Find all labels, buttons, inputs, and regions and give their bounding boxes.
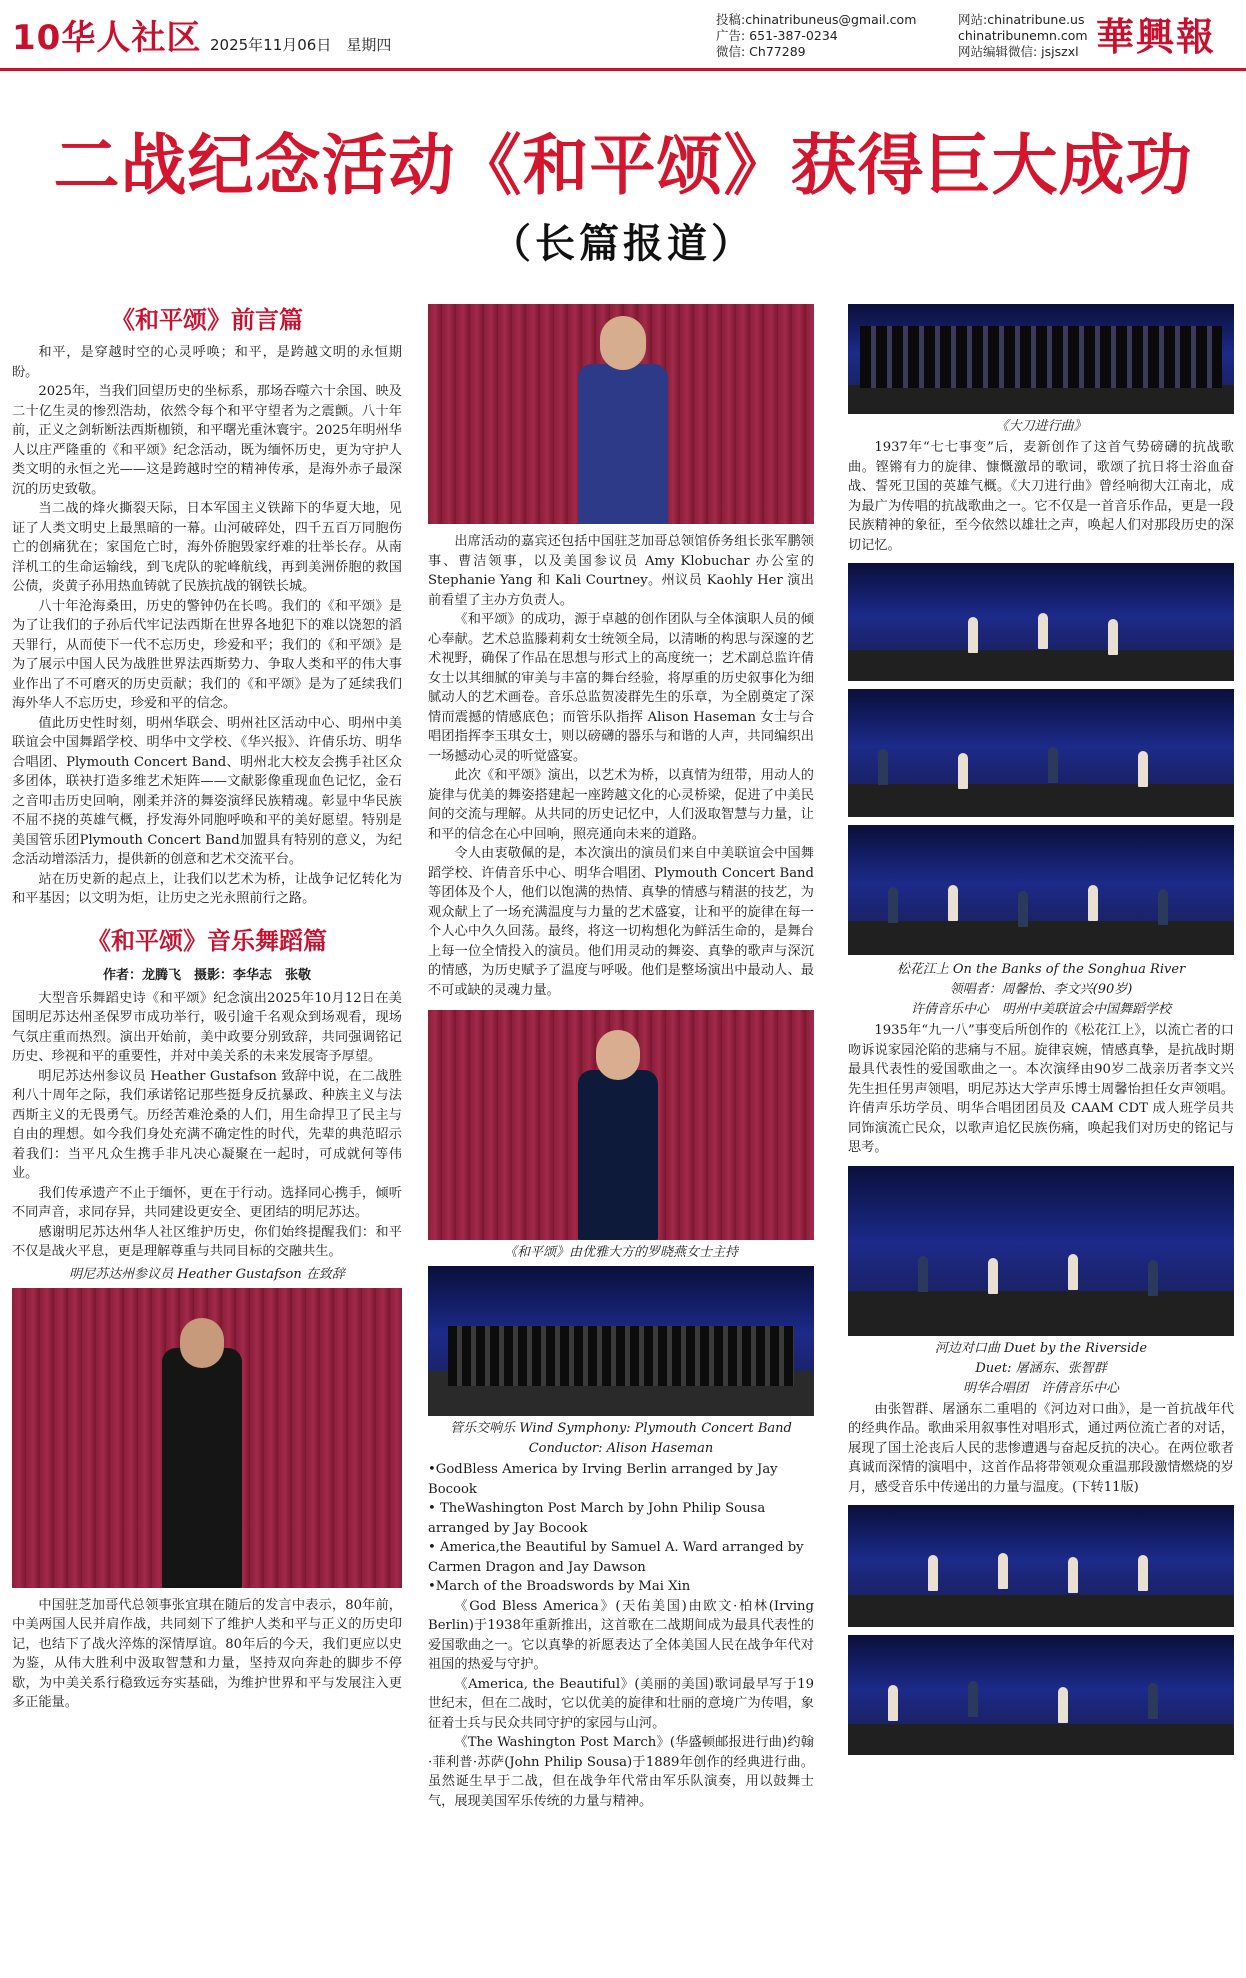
photo-caption: 明华合唱团 许倩音乐中心 (962, 1380, 1119, 1396)
photo-caption: Duet: 屠涵东、张智群 (975, 1360, 1107, 1376)
performer (888, 887, 898, 923)
paragraph: 《God Bless America》(天佑美国)由欧文·柏林(Irving Berlin)于1938年重新推出，这首歌在二战期间成为最具代表性的爱国歌曲之一。它以真挚的祈愿表达了全体美国人民在战争年代对祖国的热爱与守护。 (428, 1598, 814, 1672)
paragraph: 2025年，当我们回望历史的坐标系，那场吞噬六十余国、映及二十亿生灵的惨烈浩劫，依然令每个和平守望者为之震颤。八十年前，正义之剑斩断法西斯枷锁，和平曙光重沐寰宇。2025年明州华人以庄严隆重的《和平颂》纪念活动，既为缅怀历史，更为守护人类文明的永恒之光——这是跨越时空的精神传承，是海外赤子最深沉的历史致敬。 (12, 384, 402, 497)
photo-caption: 领唱者：周馨怡、李文兴(90岁) (949, 982, 1133, 997)
photo-host (428, 1010, 814, 1240)
website-info (958, 12, 1088, 60)
dancer (1068, 1557, 1078, 1593)
performer (948, 885, 958, 921)
dancer (968, 1681, 978, 1717)
section-title-music-dance: 《和平颂》音乐舞蹈篇 (87, 926, 327, 955)
stage-floor (848, 385, 1234, 414)
paragraph: 1935年“九一八”事变后所创作的《松花江上》，以流亡者的口吻诉说家园沦陷的悲痛与不屈。旋律哀婉，情感真挚，是抗战时期最具代表性的爱国歌曲之一。本次演绎由90岁二战亲历者李文兴先生担任男声领唱，明尼苏达大学声乐博士周馨怡担任女声领唱。许倩声乐坊学员、明华合唱团团员及 CAAM CDT 成人班学员共同饰演流亡民众，以歌声追忆民族伤痛，唤起我们对历史的铭记与思考。 (848, 1023, 1234, 1155)
page-header (0, 0, 1246, 71)
subheadline: （长篇报道） (491, 220, 755, 267)
performer (1018, 891, 1028, 927)
host-head (596, 1030, 640, 1080)
stage-floor (848, 921, 1234, 955)
paragraph: 和平，是穿越时空的心灵呼唤；和平，是跨越文明的永恒期盼。 (12, 345, 402, 380)
website-link-alt[interactable]: chinatribunemn.com (958, 28, 1088, 43)
section-title-preface: 《和平颂》前言篇 (111, 306, 303, 334)
photo-choir-broadsword (848, 304, 1234, 414)
photo-dance-4 (848, 1635, 1234, 1755)
speaker-figure (162, 1348, 242, 1588)
performer (918, 1256, 928, 1292)
photo-wind-symphony (428, 1266, 814, 1416)
paragraph: 我们传承遗产不止于缅怀，更在于行动。选择同心携手，倾听不同声音，求同存异，共同建设更安全、更团结的明尼苏达。 (12, 1185, 402, 1220)
photo-dance-3 (848, 1505, 1234, 1627)
paragraph: 出席活动的嘉宾还包括中国驻芝加哥总领馆侨务组长张军鹏领事、曹洁领事，以及美国参议员 Amy Klobuchar 办公室的 Stephanie Yang 和 Kali Courtney。州议员 Kaohly Her 演出前看望了主办方负责人。 (428, 534, 814, 608)
dancer (1038, 613, 1048, 649)
dancer (928, 1555, 938, 1591)
dancer (1048, 747, 1058, 783)
dancer (1058, 1687, 1068, 1723)
emcee-figure (578, 364, 668, 524)
dancer (958, 753, 968, 789)
dancer (968, 617, 978, 653)
website-link[interactable]: 网站:chinatribune.us (958, 12, 1085, 27)
contact-info (716, 12, 916, 60)
performer (988, 1258, 998, 1294)
paragraph: 令人由衷敬佩的是，本次演出的演员们来自中美联谊会中国舞蹈学校、许倩音乐中心、明华合唱团、Plymouth Concert Band 等团体及个人，他们以饱满的热情、真挚的情感与精湛的技艺，为观众献上了一场充满温度与力量的艺术盛宴，让和平的旋律在每一个人心中久久回荡。最终，将这一切构想化为鲜活生命的，是舞台上每一位全情投入的演员。他们用灵动的舞姿、真挚的歌声与深沉的情感，为历史赋予了温度与呼吸。他们是整场演出中最动人、最不可或缺的灵魂力量。 (428, 846, 814, 998)
performer (1148, 1260, 1158, 1296)
stage-floor (848, 650, 1234, 681)
photo-speaker-gustafson (12, 1288, 402, 1588)
dancer (888, 1685, 898, 1721)
photo-caption: 松花江上 On the Banks of the Songhua River (896, 962, 1186, 977)
paragraph: 此次《和平颂》演出，以艺术为桥，以真情为纽带，用动人的旋律与优美的舞姿搭建起一座跨越文化的心灵桥梁，促进了中美民间的交流与理解。从共同的历史记忆中，人们汲取智慧与力量，让和平的信念在心中回响，照亮通向未来的道路。 (428, 768, 814, 842)
performer (1088, 885, 1098, 921)
performer (1158, 889, 1168, 925)
dancer (1148, 1683, 1158, 1719)
paragraph: 当二战的烽火撕裂天际，日本军国主义铁蹄下的华夏大地，见证了人类文明史上最黑暗的一幕。山河破碎处，四千五百万同胞伤亡的创痛犹在；家国危亡时，海外侨胞毁家纾难的壮举长存。从南洋机工的生命运输线，到飞虎队的驼峰航线，再到美洲侨胞的救国公债，炎黄子孙用热血铸就了民族抗战的钢铁长城。 (12, 501, 402, 594)
stage-floor (848, 1595, 1234, 1627)
paragraph: 八十年沧海桑田，历史的警钟仍在长鸣。我们的《和平颂》是为了让我们的子孙后代牢记法西斯在世界各地犯下的难以饶恕的滔天罪行，从而使下一代不忘历史，珍爱和平；我们的《和平颂》是为了展示中国人民为战胜世界法西斯势力、争取人类和平的伟大事业作出了不可磨灭的历史贡献；我们的《和平颂》是为了延续我们海外华人不忘历史，珍爱和平的信念。 (12, 598, 402, 711)
photo-caption: Conductor: Alison Haseman (528, 1441, 714, 1456)
program-item: • America,the Beautiful by Samuel A. Ward arranged by Carmen Dragon and Jay Dawson (428, 1540, 804, 1575)
paragraph: 值此历史性时刻，明州华联会、明州社区活动中心、明州中美联谊会中国舞蹈学校、明华中文学校、《华兴报》、许倩乐坊、明华合唱团、Plymouth Concert Band、明州北大校友会携手社区众多团体，联袂打造多维艺术矩阵——文献影像重现血色记忆，金石之音叩击历史回响，刚柔并济的舞姿演绎民族精魂。彰显中华民族不屈不挠的英雄气概，抒发海外同胞呼唤和平的美好愿望。特别是美国管乐团Plymouth Concert Band加盟具有特别的意义，为纪念活动增添活力，提供新的创意和艺术交流平台。 (12, 715, 402, 867)
photo-songhua-river (848, 825, 1234, 955)
stage-floor (848, 784, 1234, 817)
paragraph: 1937年“七七事变”后，麦新创作了这首气势磅礴的抗战歌曲。铿锵有力的旋律、慷慨激昂的歌词，歌颂了抗日将士浴血奋战、誓死卫国的英雄气概。《大刀进行曲》曾经响彻大江南北，成为最广为传唱的抗战歌曲之一。它不仅是一首音乐作品，更是一段民族精神的象征，至今依然以雄壮之声，唤起人们对那段历史的深切记忆。 (848, 440, 1234, 553)
emcee-head (600, 316, 646, 370)
program-item: •March of the Broadswords by Mai Xin (428, 1579, 691, 1594)
dancer (878, 749, 888, 785)
headline: 二战纪念活动《和平颂》获得巨大成功 (53, 127, 1193, 204)
photo-emcee (428, 304, 814, 524)
photo-caption: 管乐交响乐 Wind Symphony: Plymouth Concert Band (450, 1421, 792, 1436)
paragraph: 中国驻芝加哥代总领事张宜琪在随后的发言中表示，80年前，中美两国人民并肩作战，共同刻下了维护人类和平与正义的历史印记，也结下了战火淬炼的深情厚谊。80年后的今天，我们更应以史为鉴，从伟大胜利中汲取智慧和力量，坚持双向奔赴的脚步不停歇，为中美关系行稳致远夯实基础，为维护世界和平与发展注入更多正能量。 (12, 1597, 402, 1710)
photo-caption: 河边对口曲 Duet by the Riverside (934, 1340, 1148, 1356)
contact-wechat: 微信: Ch77289 (716, 44, 806, 59)
paragraph: 《America, the Beautiful》(美丽的美国)歌词最早写于19世纪末，但在二战时，它以优美的旋律和壮丽的意境广为传唱，象征着士兵与民众共同守护的家园与山河。 (428, 1676, 814, 1731)
dancer (1108, 619, 1118, 655)
photo-dance-1 (848, 563, 1234, 681)
paragraph: 感谢明尼苏达州华人社区维护历史，你们始终提醒我们：和平不仅是战火平息，更是理解尊重与共同目标的交融共生。 (12, 1224, 402, 1259)
paragraph: 《The Washington Post March》(华盛顿邮报进行曲)约翰·菲利普·苏萨(John Philip Sousa)于1889年创作的经典进行曲。虽然诞生早于二战，但在战争年代常由军乐队演奏，用以鼓舞士气，展现美国军乐传统的力量与精神。 (428, 1735, 814, 1809)
dancer (1138, 1555, 1148, 1591)
paragraph: 《和平颂》的成功，源于卓越的创作团队与全体演职人员的倾心奉献。艺术总监滕莉莉女士统领全局，以清晰的构思与深邃的艺术视野，确保了作品在思想与形式上的高度统一；艺术副总监许倩女士以其细腻的审美与丰富的舞台经验，将厚重的历史叙事化为细腻动人的艺术画卷。音乐总监贺凌群先生的乐章，为全剧奠定了深情而震撼的情感底色；而管乐队指挥 Alison Haseman 女士与合唱团指挥李玉琪女士，则以磅礴的器乐与和谐的人声，共同编织出一场撼动心灵的听觉盛宴。 (428, 612, 814, 764)
contact-phone: 广告: 651-387-0234 (716, 28, 838, 43)
website-editor-wechat: 网站编辑微信: jsjszxl (958, 44, 1079, 59)
photo-caption: 《大刀进行曲》 (995, 419, 1087, 434)
dancer (1138, 751, 1148, 787)
column-right (848, 304, 1234, 1755)
host-figure (578, 1070, 658, 1240)
stage-floor (848, 1291, 1234, 1335)
dancer (998, 1553, 1008, 1589)
photo-dance-2 (848, 689, 1234, 817)
photo-caption: 明尼苏达州参议员 Heather Gustafson 在致辞 (69, 1266, 345, 1282)
photo-caption: 许倩音乐中心 明州中美联谊会中国舞蹈学校 (910, 1002, 1171, 1017)
page-section-tag: 10华人社区 (12, 18, 202, 58)
paragraph: 大型音乐舞蹈史诗《和平颂》纪念演出2025年10月12日在美国明尼苏达州圣保罗市成功举行，吸引逾千名观众到场观看，现场气氛庄重而热烈。演出开始前，美中政要分别致辞，共同强调铭记历史、珍视和平的重要性，并对中美关系的未来发展寄予厚望。 (12, 990, 402, 1064)
program-item: • TheWashington Post March by John Philip Sousa arranged by Jay Bocook (428, 1501, 766, 1536)
photo-riverside-duet (848, 1166, 1234, 1336)
byline: 作者：龙腾飞 摄影：李华志 张敬 (102, 967, 311, 983)
paragraph: 明尼苏达州参议员 Heather Gustafson 致辞中说，在二战胜利八十周年之际，我们承诺铭记那些挺身反抗暴政、种族主义与法西斯主义的无畏勇气。历经苦难沧桑的人们，用生命捍卫了民主与自由的理想。如今我们身处充满不确定性的时代，先辈的典范昭示着我们：当平凡众生携手非凡决心凝聚在一起时，可成就何等伟业。 (12, 1068, 402, 1181)
program-item: •GodBless America by Irving Berlin arranged by Jay Bocook (428, 1462, 778, 1497)
photo-caption: 《和平颂》由优雅大方的罗晓燕女士主持 (503, 1245, 738, 1260)
newspaper-logo: 華興報 (1096, 14, 1217, 59)
choir-members (860, 326, 1222, 388)
paragraph: 由张智群、屠涵东二重唱的《河边对口曲》，是一首抗战年代的经典作品。歌曲采用叙事性对唱形式，通过两位流亡者的对话，展现了国土沦丧后人民的悲惨遭遇与奋起反抗的决心。在两位歌者真诚而深情的演唱中，这首作品将带领观众重温那段激情燃烧的岁月，感受音乐中传递出的力量与温度。(下转11版) (848, 1401, 1234, 1495)
stage-floor (848, 1724, 1234, 1755)
performer (1068, 1254, 1078, 1290)
band-members (448, 1326, 794, 1386)
page-date: 2025年11月06日 星期四 (210, 36, 392, 54)
contact-email[interactable]: 投稿:chinatribuneus@gmail.com (716, 12, 917, 27)
column-left (12, 300, 402, 1713)
speaker-head (180, 1318, 224, 1368)
paragraph: 站在历史新的起点上，让我们以艺术为桥，让战争记忆转化为和平基因；以文明为炬，让历史之光永照前行之路。 (12, 871, 402, 906)
column-middle (428, 304, 814, 1811)
